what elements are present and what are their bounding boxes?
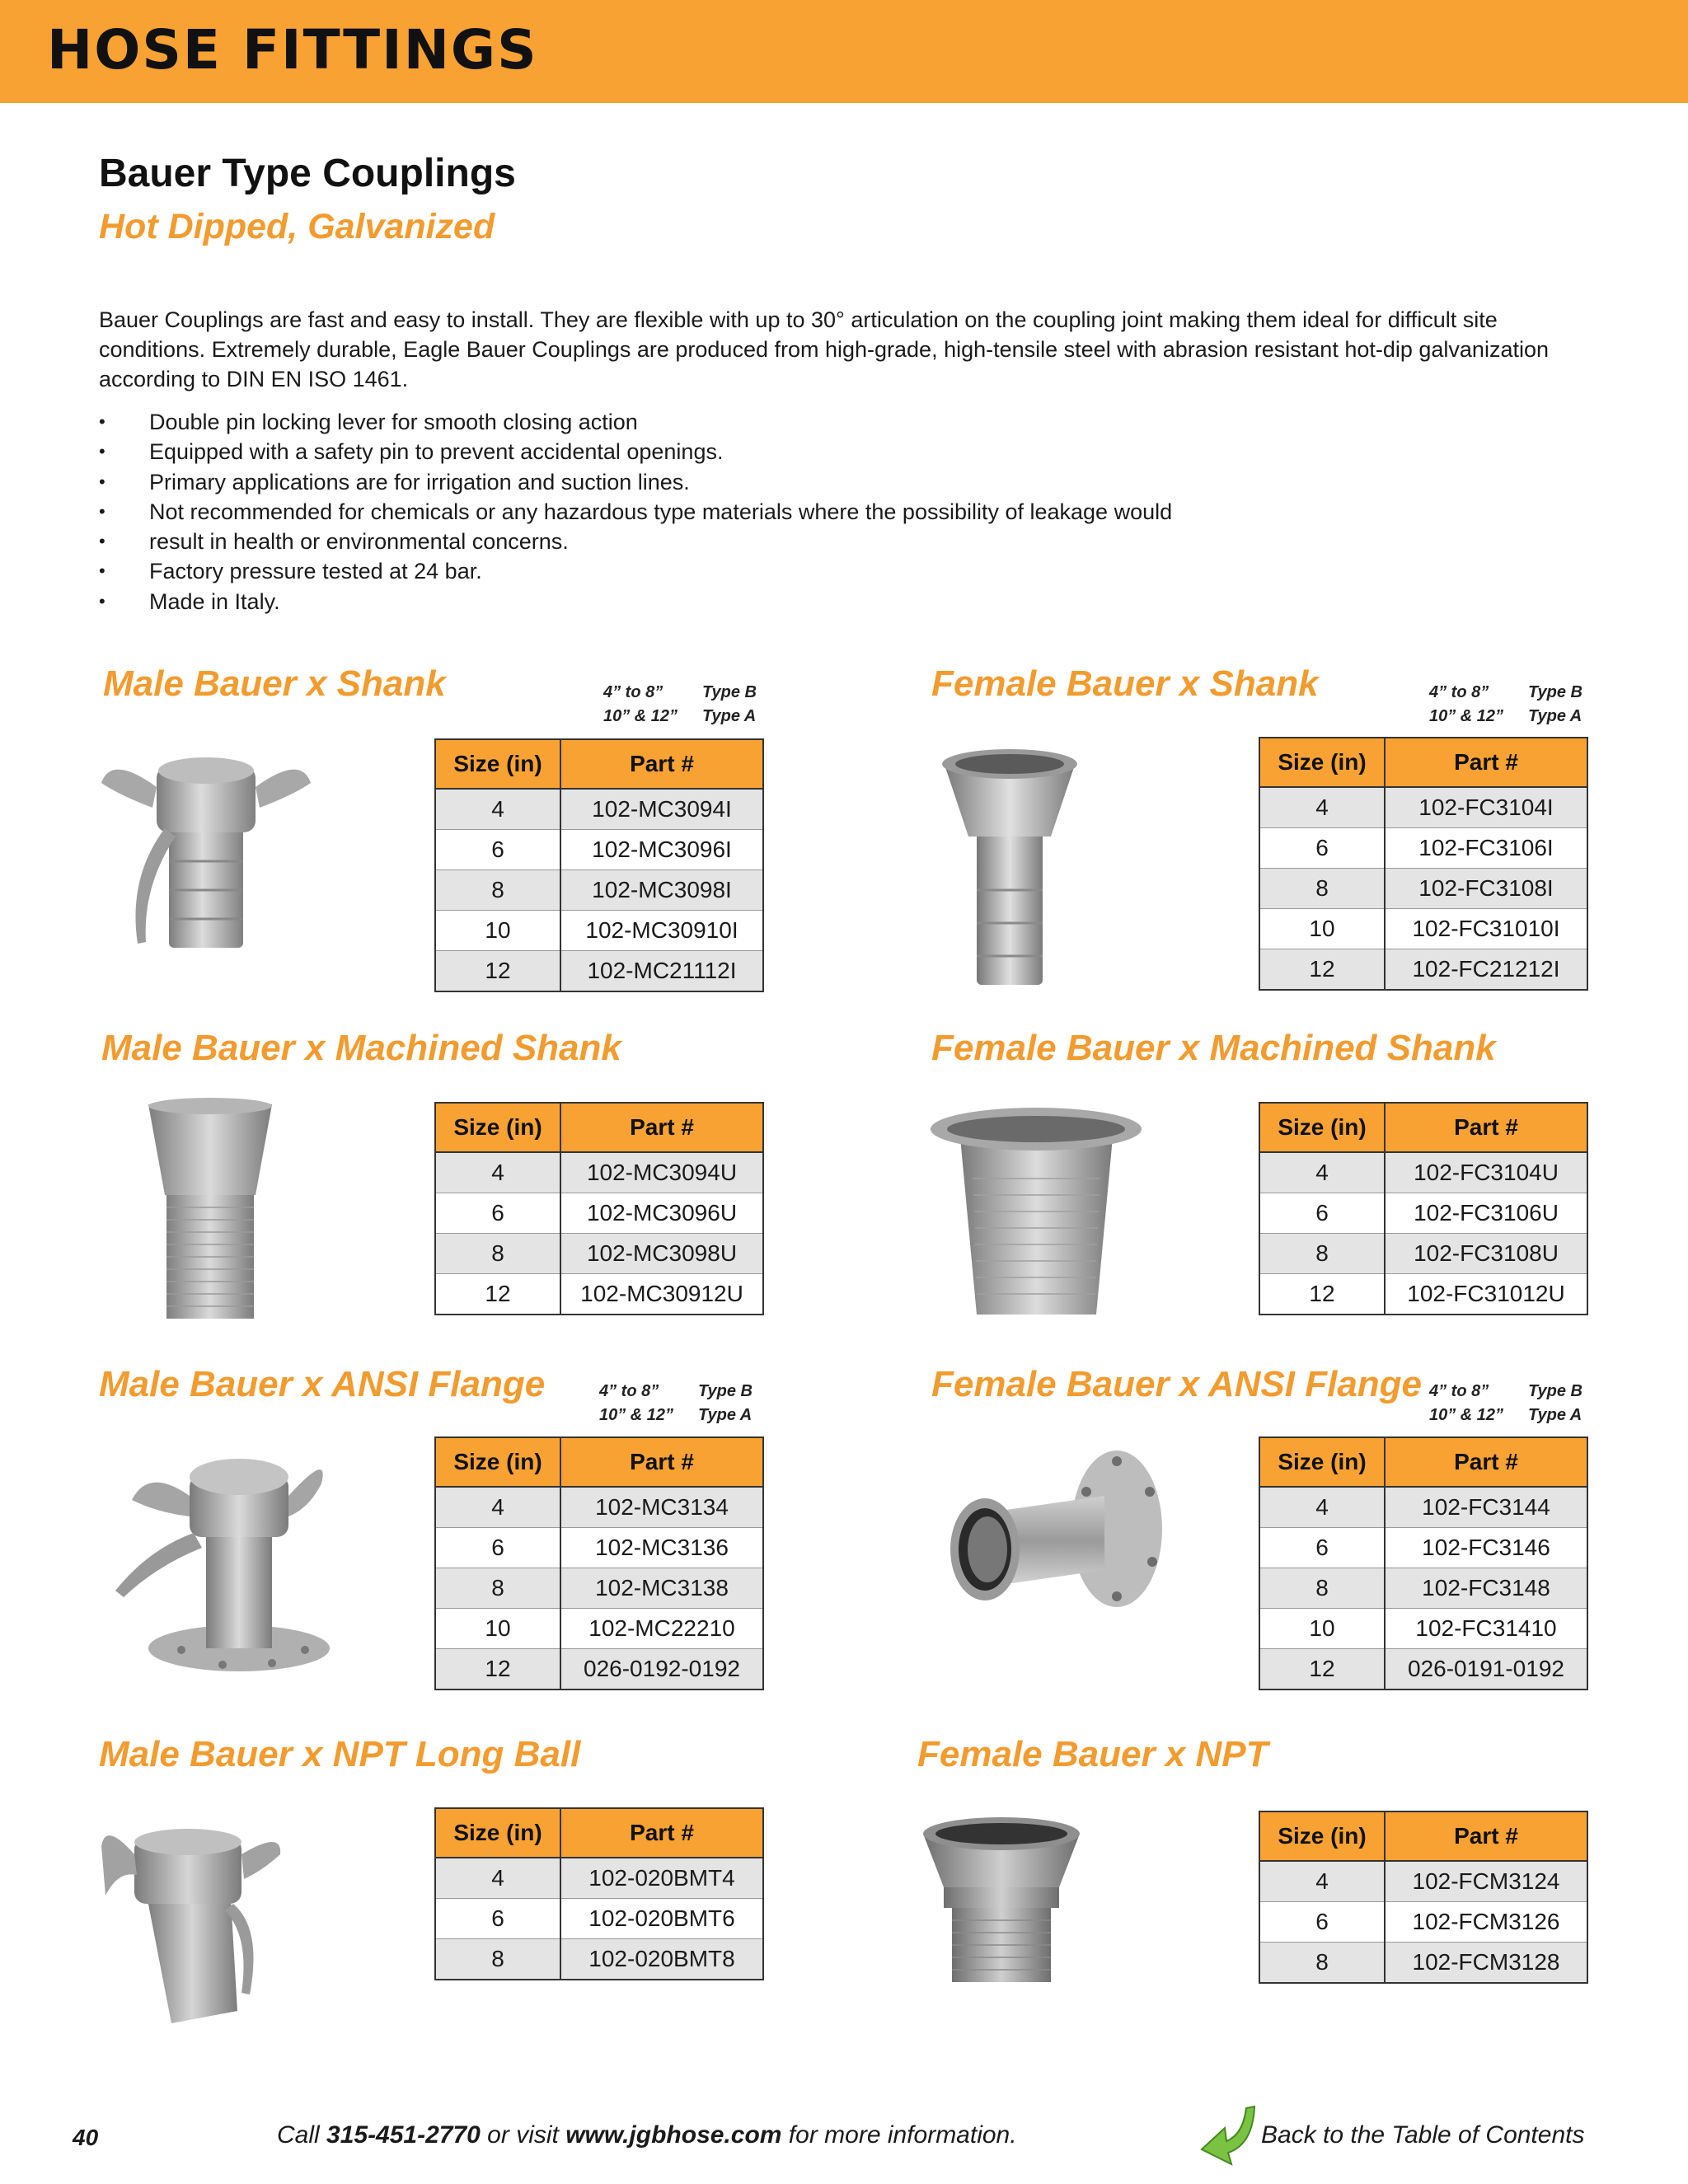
size-cell: 4 [1259, 1487, 1385, 1528]
page-title: Bauer Type Couplings [99, 152, 516, 195]
part-cell: 102-020BMT6 [560, 1899, 763, 1939]
part-cell: 102-MC30910I [560, 911, 763, 951]
table-row [1259, 1487, 1587, 1528]
section-title-female-machined-shank: Female Bauer x Machined Shank [931, 1028, 1496, 1068]
table-row [1259, 909, 1587, 949]
part-cell: 102-FC31410 [1385, 1609, 1587, 1649]
size-cell: 8 [1259, 869, 1385, 909]
table-row [435, 1939, 763, 1980]
size-cell: 6 [435, 1528, 560, 1568]
column-header-part: Part # [1385, 1437, 1587, 1487]
size-cell: 8 [435, 1939, 560, 1980]
table-row [435, 911, 763, 951]
feature-item: • Made in Italy. [99, 587, 1550, 616]
type-note-range: 4” to 8” [599, 1382, 659, 1400]
female-shank-table [1259, 737, 1588, 991]
intro-paragraph: Bauer Couplings are fast and easy to install. They are flexible with up to 30° articulation on the coupling joint making them ideal for difficult site conditions. Extremely durable, Eagle Bauer Couplings are produced from high-grade, high-tensile steel with abrasion resistant hot-dip galvanization according to DIN EN ISO 1461. [99, 307, 1549, 391]
part-cell: 102-FC21212I [1385, 949, 1587, 991]
female-bauer-machined-shank-image [927, 1104, 1146, 1323]
size-cell: 12 [435, 951, 560, 992]
table-row [435, 1609, 763, 1649]
table-row [435, 1899, 763, 1939]
table-row [1259, 1649, 1587, 1690]
back-arrow-icon[interactable] [1195, 2103, 1261, 2168]
part-cell: 102-MC3094I [560, 789, 763, 830]
table-row [435, 789, 763, 830]
part-cell: 102-MC3098U [560, 1234, 763, 1274]
female-machined-shank-table [1259, 1102, 1588, 1315]
table-row [1259, 828, 1587, 869]
table-row [1259, 1274, 1587, 1315]
column-header-size: Size (in) [435, 1103, 560, 1152]
part-cell: 102-FC3108U [1385, 1234, 1587, 1274]
type-note [603, 681, 757, 729]
size-cell: 8 [1259, 1568, 1385, 1609]
table-row [435, 870, 763, 911]
part-cell: 102-FC3144 [1385, 1487, 1587, 1528]
column-header-size: Size (in) [435, 1808, 560, 1858]
part-cell: 102-MC3134 [560, 1487, 763, 1528]
male-bauer-machined-shank-image [140, 1096, 280, 1327]
type-note-type: Type B [1528, 683, 1582, 701]
type-note-range: 10” & 12” [1429, 707, 1504, 725]
table-row [1259, 1902, 1587, 1943]
part-cell: 102-MC3094U [560, 1152, 763, 1193]
size-cell: 10 [435, 1609, 560, 1649]
part-cell: 102-020BMT4 [560, 1858, 763, 1899]
male-ansi-flange-table [434, 1436, 764, 1690]
male-npt-long-ball-table [434, 1807, 764, 1980]
table-row [435, 1234, 763, 1274]
feature-list [99, 407, 1550, 616]
footer-more-text: for more information. [781, 2121, 1017, 2149]
type-note-range: 4” to 8” [603, 683, 663, 701]
part-cell: 102-MC3096U [560, 1193, 763, 1234]
table-row [435, 1649, 763, 1690]
size-cell: 4 [435, 1858, 560, 1899]
type-note-type: Type B [1528, 1382, 1582, 1400]
part-cell: 102-FC3106U [1385, 1193, 1587, 1234]
footer-call-text: Call [277, 2121, 327, 2149]
column-header-part: Part # [560, 1103, 763, 1152]
male-bauer-ansi-flange-image [99, 1434, 338, 1681]
part-cell: 102-FCM3124 [1385, 1861, 1587, 1902]
column-header-part: Part # [560, 1808, 763, 1858]
table-row [1259, 869, 1587, 909]
part-cell: 102-MC21112I [560, 951, 763, 992]
column-header-part: Part # [1385, 1103, 1587, 1152]
section-title-male-shank: Male Bauer x Shank [103, 663, 446, 704]
website-link[interactable]: www.jgbhose.com [565, 2121, 782, 2149]
column-header-size: Size (in) [1259, 1437, 1385, 1487]
size-cell: 8 [435, 870, 560, 911]
part-cell: 102-FC31012U [1385, 1274, 1587, 1315]
size-cell: 4 [435, 1487, 560, 1528]
size-cell: 6 [1259, 1193, 1385, 1234]
size-cell: 12 [435, 1274, 560, 1315]
column-header-part: Part # [560, 739, 763, 789]
part-cell: 102-MC22210 [560, 1609, 763, 1649]
male-bauer-npt-long-ball-image [97, 1805, 287, 2027]
size-cell: 6 [1259, 1528, 1385, 1568]
part-cell: 102-MC30912U [560, 1274, 763, 1315]
feature-item: • Double pin locking lever for smooth closing action [99, 407, 1550, 437]
back-to-toc-link[interactable]: Back to the Table of Contents [1261, 2121, 1585, 2149]
female-bauer-ansi-flange-image [940, 1446, 1170, 1636]
part-cell: 026-0192-0192 [560, 1649, 763, 1690]
page-number: 40 [73, 2125, 99, 2150]
part-cell: 102-FCM3126 [1385, 1902, 1587, 1943]
column-header-size: Size (in) [435, 1437, 560, 1487]
part-cell: 102-MC3096I [560, 830, 763, 870]
part-cell: 102-FC3104U [1385, 1152, 1587, 1193]
column-header-part: Part # [1385, 738, 1587, 787]
size-cell: 12 [1259, 1649, 1385, 1690]
type-note-type: Type A [1528, 707, 1582, 725]
size-cell: 6 [435, 1193, 560, 1234]
table-row [435, 1193, 763, 1234]
female-bauer-shank-image [935, 746, 1084, 993]
table-row [435, 1568, 763, 1609]
section-title-male-machined-shank: Male Bauer x Machined Shank [101, 1028, 621, 1068]
part-cell: 102-MC3098I [560, 870, 763, 911]
column-header-size: Size (in) [1259, 1103, 1385, 1152]
part-cell: 102-MC3138 [560, 1568, 763, 1609]
section-title-male-ansi-flange: Male Bauer x ANSI Flange [99, 1364, 546, 1404]
footer-visit-text: or visit [480, 2121, 566, 2149]
table-row [1259, 1568, 1587, 1609]
table-row [435, 830, 763, 870]
feature-item: • Factory pressure tested at 24 bar. [99, 556, 1550, 586]
feature-item: • Not recommended for chemicals or any hazardous type materials where the possibility of leakage would [99, 497, 1550, 527]
size-cell: 12 [1259, 949, 1385, 991]
table-row [1259, 1193, 1587, 1234]
type-note-range: 10” & 12” [599, 1406, 674, 1424]
size-cell: 6 [435, 830, 560, 870]
section-title-female-shank: Female Bauer x Shank [931, 663, 1319, 704]
size-cell: 4 [435, 789, 560, 830]
male-machined-shank-table [434, 1102, 764, 1315]
size-cell: 8 [1259, 1234, 1385, 1274]
part-cell: 026-0191-0192 [1385, 1649, 1587, 1690]
size-cell: 4 [1259, 787, 1385, 828]
size-cell: 4 [435, 1152, 560, 1193]
column-header-size: Size (in) [1259, 1811, 1385, 1861]
section-title-male-npt-long-ball: Male Bauer x NPT Long Ball [99, 1734, 581, 1774]
size-cell: 10 [1259, 909, 1385, 949]
table-row [435, 951, 763, 992]
part-cell: 102-MC3136 [560, 1528, 763, 1568]
type-note [1429, 681, 1582, 729]
type-note-range: 4” to 8” [1429, 1382, 1489, 1400]
size-cell: 8 [435, 1568, 560, 1609]
table-row [1259, 949, 1587, 991]
size-cell: 4 [1259, 1861, 1385, 1902]
size-cell: 12 [435, 1649, 560, 1690]
type-note-type: Type B [702, 683, 757, 701]
size-cell: 4 [1259, 1152, 1385, 1193]
female-ansi-flange-table [1259, 1436, 1588, 1690]
column-header-size: Size (in) [1259, 738, 1385, 787]
size-cell: 8 [435, 1234, 560, 1274]
type-note-range: 10” & 12” [603, 707, 678, 725]
type-note [1429, 1380, 1582, 1427]
size-cell: 6 [1259, 1902, 1385, 1943]
table-row [435, 1528, 763, 1568]
size-cell: 10 [435, 911, 560, 951]
part-cell: 102-FC3148 [1385, 1568, 1587, 1609]
size-cell: 10 [1259, 1609, 1385, 1649]
section-title-female-ansi-flange: Female Bauer x ANSI Flange [931, 1364, 1423, 1404]
type-note-type: Type A [698, 1406, 753, 1424]
feature-item: • Equipped with a safety pin to prevent accidental openings. [99, 437, 1550, 466]
table-row [435, 1487, 763, 1528]
size-cell: 12 [1259, 1274, 1385, 1315]
male-shank-table [434, 738, 764, 992]
table-row [435, 1152, 763, 1193]
table-row [1259, 1861, 1587, 1902]
table-row [1259, 1609, 1587, 1649]
female-bauer-npt-image [919, 1813, 1084, 1986]
column-header-size: Size (in) [435, 739, 560, 789]
type-note-type: Type A [702, 707, 757, 725]
section-title-female-npt: Female Bauer x NPT [917, 1734, 1268, 1774]
type-note-type: Type A [1528, 1406, 1582, 1424]
part-cell: 102-FC3146 [1385, 1528, 1587, 1568]
page-subtitle: Hot Dipped, Galvanized [99, 207, 495, 246]
part-cell: 102-020BMT8 [560, 1939, 763, 1980]
footer-contact [277, 2121, 1017, 2149]
female-npt-table [1259, 1811, 1588, 1984]
table-row [435, 1858, 763, 1899]
column-header-part: Part # [560, 1437, 763, 1487]
part-cell: 102-FC3104I [1385, 787, 1587, 828]
part-cell: 102-FCM3128 [1385, 1943, 1587, 1984]
table-row [1259, 1152, 1587, 1193]
feature-item: • result in health or environmental concerns. [99, 527, 1550, 556]
table-row [1259, 787, 1587, 828]
size-cell: 8 [1259, 1943, 1385, 1984]
part-cell: 102-FC3108I [1385, 869, 1587, 909]
feature-item: • Primary applications are for irrigation and suction lines. [99, 467, 1550, 497]
part-cell: 102-FC3106I [1385, 828, 1587, 869]
type-note-range: 4” to 8” [1429, 683, 1489, 701]
table-row [435, 1274, 763, 1315]
type-note [599, 1380, 753, 1427]
column-header-part: Part # [1385, 1811, 1587, 1861]
size-cell: 6 [1259, 828, 1385, 869]
table-row [1259, 1943, 1587, 1984]
table-row [1259, 1234, 1587, 1274]
type-note-type: Type B [698, 1382, 753, 1400]
table-row [1259, 1528, 1587, 1568]
type-note-range: 10” & 12” [1429, 1406, 1504, 1424]
size-cell: 6 [435, 1899, 560, 1939]
part-cell: 102-FC31010I [1385, 909, 1587, 949]
phone-link[interactable]: 315-451-2770 [326, 2121, 481, 2149]
male-bauer-shank-image [95, 738, 317, 960]
page-header-title: HOSE FITTINGS [47, 18, 538, 82]
